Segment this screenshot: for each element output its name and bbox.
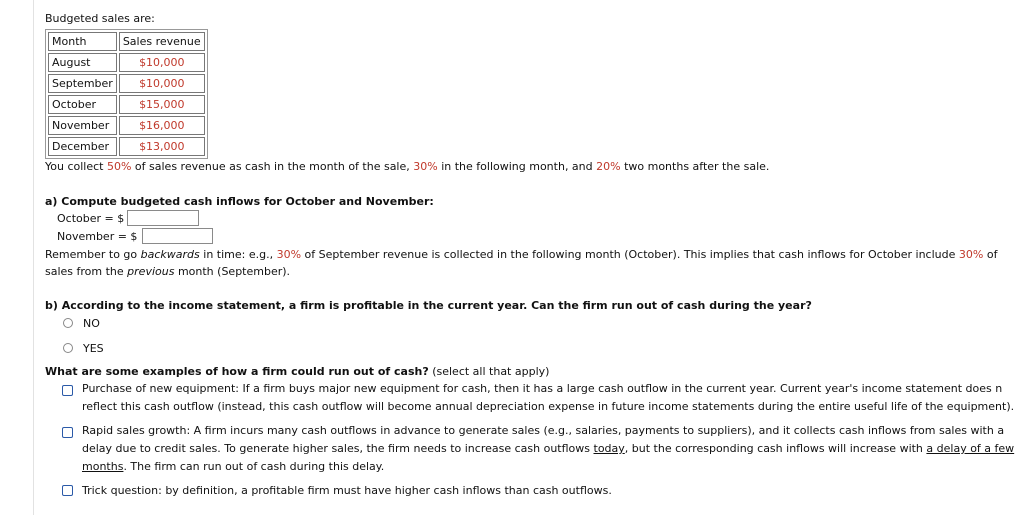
november-cash-input[interactable] [142,228,213,244]
checkbox-new-equipment[interactable] [62,385,73,396]
collect-text-1: You collect [45,160,107,173]
header-month: Month [48,32,117,51]
choice-rapid-sales-growth [82,422,1024,476]
choice-rapid-sales-line-1: Rapid sales growth: A firm incurs many cash outflows in advance to generate sales (e.g., salaries, payments to suppliers), and it collects cash inflows from sales with a [82,424,1005,437]
october-cash-input[interactable] [127,210,199,226]
table-row [48,95,205,114]
month-cell: August [48,53,117,72]
table-row [48,74,205,93]
remember-backwards: backwards [140,248,200,261]
examples-heading: What are some examples of how a firm could run out of cash? [45,365,429,378]
choice-rapid-sales-line-3 [82,458,1024,476]
month-cell: November [48,116,117,135]
collect-text-3: in the following month, and [437,160,597,173]
part-a-heading: a) Compute budgeted cash inflows for October and November: [45,195,434,208]
rapid-sales-months: months [82,460,124,473]
remember-previous: previous [127,265,175,278]
table-header-row [48,32,205,51]
collect-text-2: of sales revenue as cash in the month of the sale, [131,160,414,173]
radio-no[interactable] [63,318,73,328]
header-sales-revenue: Sales revenue [119,32,205,51]
checkbox-trick-question[interactable] [62,485,73,496]
remember-pct: 30% [276,248,302,261]
rapid-sales-delay: a delay of a few [926,442,1015,455]
november-label: November = $ [57,230,138,243]
october-label: October = $ [57,212,125,225]
collection-rule-text [45,160,769,173]
rapid-sales-text: , but the corresponding cash inflows will increase with [624,442,927,455]
revenue-cell: $10,000 [119,53,205,72]
month-cell: December [48,137,117,156]
collect-text-4: two months after the sale. [620,160,770,173]
month-cell: October [48,95,117,114]
radio-no-label: NO [83,317,100,330]
rapid-sales-text: delay due to credit sales. To generate higher sales, the firm needs to increase cash outflows [82,442,594,455]
sales-table [45,29,208,159]
remember-line-2 [45,265,290,278]
examples-note: (select all that apply) [428,365,550,378]
radio-yes-label: YES [83,342,104,355]
checkbox-rapid-sales-growth[interactable] [62,427,73,438]
remember-text: Remember to go [45,248,141,261]
revenue-cell: $16,000 [119,116,205,135]
intro-text: Budgeted sales are: [45,12,155,25]
remember-line-1 [45,248,997,261]
remember-text: month (September). [174,265,291,278]
collect-pct-3: 20% [596,160,621,173]
rapid-sales-text: . The firm can run out of cash during this delay. [123,460,385,473]
examples-question [45,365,549,378]
revenue-cell: $10,000 [119,74,205,93]
left-border [33,0,34,515]
choice-new-equipment [82,380,1024,416]
revenue-cell: $15,000 [119,95,205,114]
remember-text: of [983,248,998,261]
choice-rapid-sales-line-2 [82,440,1024,458]
collect-pct-1: 50% [106,160,132,173]
month-cell: September [48,74,117,93]
choice-new-equipment-line-2: reflect this cash outflow (instead, this cash outflow will become annual depreciation expense in future income statements during the entire useful life of the equipment). [82,400,1015,413]
remember-text: sales from the [45,265,128,278]
part-b-heading: b) According to the income statement, a firm is profitable in the current year. Can the firm run out of cash during the year? [45,299,812,312]
choice-trick-question: Trick question: by definition, a profitable firm must have higher cash inflows than cash outflows. [82,484,612,497]
rapid-sales-today: today [593,442,625,455]
table-row [48,137,205,156]
choice-new-equipment-line-1: Purchase of new equipment: If a firm buys major new equipment for cash, then it has a large cash outflow in the current year. Current year's income statement does n [82,382,1003,395]
remember-pct: 30% [958,248,984,261]
remember-text: of September revenue is collected in the following month (October). This implies that cash inflows for October include [301,248,959,261]
table-row [48,53,205,72]
revenue-cell: $13,000 [119,137,205,156]
table-row [48,116,205,135]
collect-pct-2: 30% [413,160,438,173]
radio-yes[interactable] [63,343,73,353]
remember-text: in time: e.g., [199,248,277,261]
